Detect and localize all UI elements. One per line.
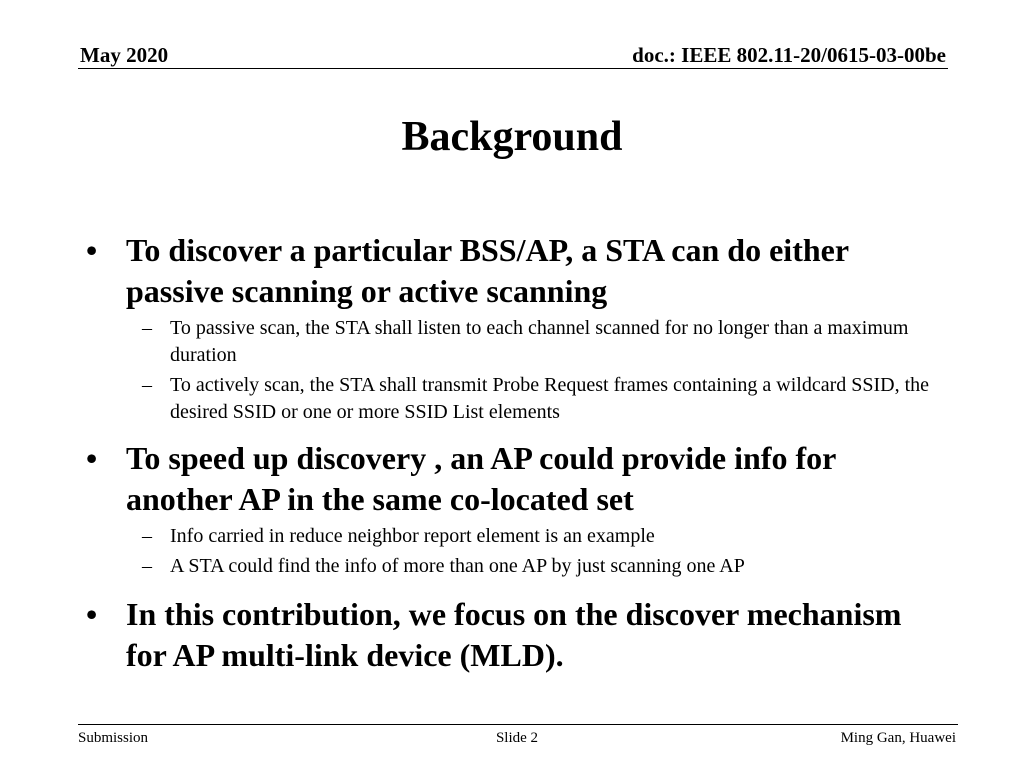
dash-marker: – xyxy=(142,374,152,396)
bullet-item xyxy=(86,230,936,312)
footer-submission: Submission xyxy=(78,730,149,746)
bullet-text: To discover a particular BSS/AP, a STA can do either passive scanning or active scanning xyxy=(126,232,849,309)
bullet-marker: • xyxy=(86,440,98,476)
footer-author: Ming Gan, Huawei xyxy=(840,730,956,746)
footer-divider xyxy=(78,724,958,725)
dash-marker: – xyxy=(142,317,152,339)
slide-body xyxy=(86,230,936,676)
bullet-text: In this contribution, we focus on the discover mechanism for AP multi-link device (MLD). xyxy=(126,596,902,673)
sub-bullet-item xyxy=(86,553,936,580)
header-divider xyxy=(78,68,948,69)
dash-marker: – xyxy=(142,555,152,577)
sub-bullet-item xyxy=(86,523,936,550)
sub-bullet-item xyxy=(86,372,936,426)
sub-bullet-text: A STA could find the info of more than one AP by just scanning one AP xyxy=(170,555,745,577)
sub-bullet-item xyxy=(86,315,936,369)
bullet-text: To speed up discovery , an AP could provide info for another AP in the same co-located set xyxy=(126,440,836,517)
header-doc-id: doc.: IEEE 802.11-20/0615-03-00be xyxy=(632,43,946,67)
bullet-marker: • xyxy=(86,232,98,268)
header-date: May 2020 xyxy=(80,43,169,67)
sub-bullet-text: To actively scan, the STA shall transmit Probe Request frames containing a wildcard SSID, the desired SSID or one or more SSID List elements xyxy=(170,374,930,423)
footer-slide-number: Slide 2 xyxy=(495,730,539,746)
bullet-marker: • xyxy=(86,596,98,632)
sub-bullet-text: Info carried in reduce neighbor report element is an example xyxy=(170,525,655,547)
slide-title: Background xyxy=(401,114,623,160)
bullet-item xyxy=(86,438,936,520)
bullet-item xyxy=(86,594,936,676)
dash-marker: – xyxy=(142,525,152,547)
sub-bullet-text: To passive scan, the STA shall listen to each channel scanned for no longer than a maximum duration xyxy=(170,317,909,366)
